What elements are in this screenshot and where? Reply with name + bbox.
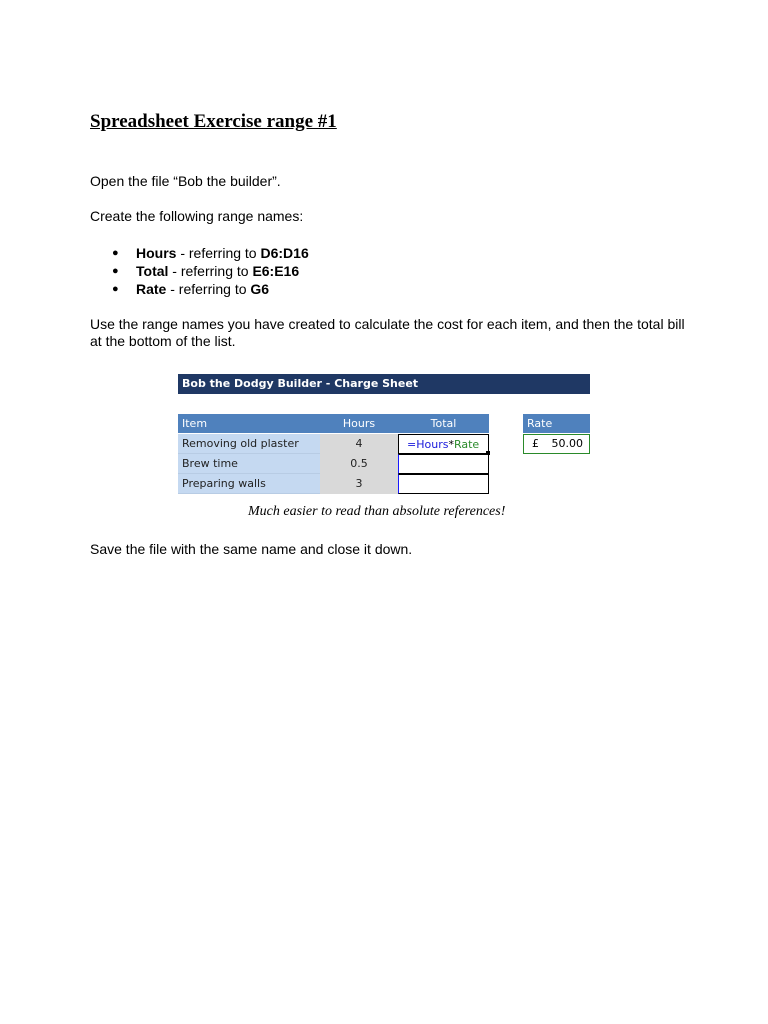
list-item <box>90 244 309 262</box>
cell-total <box>398 474 489 494</box>
formula-cell <box>398 434 489 454</box>
formula-operator: * <box>448 438 454 451</box>
cell-item: Brew time <box>178 454 320 474</box>
cell-hours: 3 <box>320 474 398 494</box>
range-text: - referring to <box>168 263 253 279</box>
fill-handle <box>486 451 490 455</box>
range-text: - referring to <box>166 281 251 297</box>
formula-rate-ref: Rate <box>453 438 480 451</box>
bullet-icon: ● <box>112 265 119 277</box>
spreadsheet-screenshot <box>178 374 592 496</box>
rate-amount: 50.00 <box>551 437 583 450</box>
instruction-open-file: Open the file “Bob the builder”. <box>90 173 281 189</box>
range-list <box>90 244 309 298</box>
sheet-title: Bob the Dodgy Builder - Charge Sheet <box>178 374 590 394</box>
header-item: Item <box>178 414 320 433</box>
list-item <box>90 262 309 280</box>
document-title: Spreadsheet Exercise range #1 <box>90 111 337 132</box>
header-hours: Hours <box>320 414 398 433</box>
header-rate: Rate <box>523 414 590 433</box>
image-caption: Much easier to read than absolute references! <box>248 504 506 519</box>
range-name: Rate <box>136 281 167 297</box>
instruction-save: Save the file with the same name and close it down. <box>90 541 413 557</box>
bullet-icon: ● <box>112 283 119 295</box>
cell-hours: 0.5 <box>320 454 398 474</box>
range-name: Total <box>136 263 169 279</box>
cell-item: Preparing walls <box>178 474 320 494</box>
rate-cell <box>523 434 590 454</box>
list-item <box>90 280 309 298</box>
header-total: Total <box>398 414 489 433</box>
range-text: - referring to <box>176 245 261 261</box>
instruction-use-ranges: Use the range names you have created to calculate the cost for each item, and then the total bill at the bottom of the list. <box>90 316 685 349</box>
range-ref: G6 <box>250 281 270 297</box>
cell-item: Removing old plaster <box>178 434 320 454</box>
cell-total <box>398 454 489 474</box>
cell-hours: 4 <box>320 434 398 454</box>
range-name: Hours <box>136 245 177 261</box>
range-ref: D6:D16 <box>260 245 309 261</box>
instruction-create-ranges: Create the following range names: <box>90 208 304 224</box>
currency-symbol: £ <box>532 437 539 450</box>
range-ref: E6:E16 <box>252 263 300 279</box>
bullet-icon: ● <box>112 247 119 259</box>
formula-hours-ref: =Hours <box>407 438 449 451</box>
